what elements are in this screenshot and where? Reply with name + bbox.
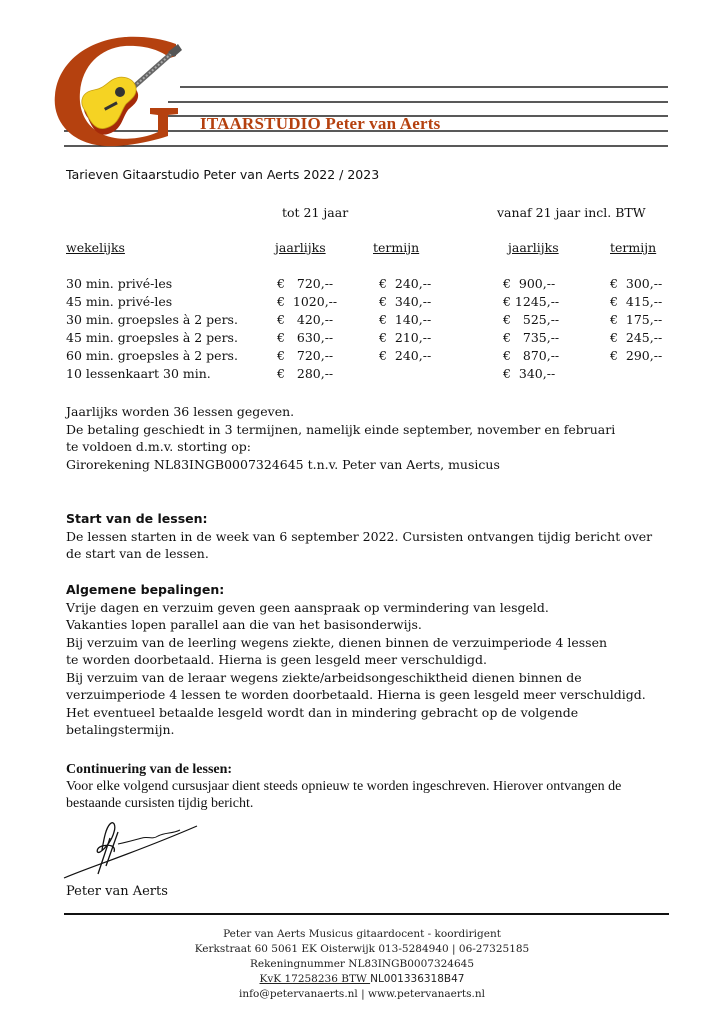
yearly-over21: € 870,-- bbox=[503, 348, 560, 363]
section-heading: Algemene bepalingen: bbox=[66, 582, 225, 597]
section-line: verzuimperiode 4 lessen te worden doorbetaald. Hierna is geen lesgeld meer verschuldigd. bbox=[66, 687, 646, 702]
section-line: de start van de lessen. bbox=[66, 546, 209, 561]
section-line: Bij verzuim van de leraar wegens ziekte/arbeidsongeschiktheid dienen binnen de bbox=[66, 669, 582, 685]
brand-name: ITAARSTUDIO Peter van Aerts bbox=[200, 114, 441, 133]
footer-kvk: KvK 17258236 BTW bbox=[259, 973, 371, 985]
payment-line: Jaarlijks worden 36 lessen gegeven. bbox=[66, 404, 295, 419]
continuation-section bbox=[66, 761, 686, 812]
footer-contact[interactable]: info@petervanaerts.nl | www.petervanaerts.nl bbox=[239, 988, 485, 1000]
table-row bbox=[66, 276, 686, 294]
payment-line: te voldoen d.m.v. storting op: bbox=[66, 439, 251, 454]
section-line: bestaande cursisten tijdig bericht. bbox=[66, 796, 254, 811]
term-over21: € 415,-- bbox=[610, 294, 663, 309]
payment-line: De betaling geschiedt in 3 termijnen, namelijk einde september, november en februari bbox=[66, 421, 616, 437]
yearly-over21: € 525,-- bbox=[503, 312, 560, 327]
payment-line: Girorekening NL83INGB0007324645 t.n.v. Peter van Aerts, musicus bbox=[66, 456, 500, 472]
section-heading: Continuering van de lessen: bbox=[66, 762, 233, 777]
section-line: Vrije dagen en verzuim geven geen aanspraak op vermindering van lesgeld. bbox=[66, 599, 549, 615]
yearly-under21: € 630,-- bbox=[277, 330, 334, 345]
term-under21: € 210,-- bbox=[379, 330, 432, 345]
term-under21: € 140,-- bbox=[379, 312, 432, 327]
section-line: De lessen starten in de week van 6 september 2022. Cursisten ontvangen tijdig bericht over bbox=[66, 528, 653, 544]
footer-address: Kerkstraat 60 5061 EK Oisterwijk 013-5284940 | 06-27325185 bbox=[194, 943, 530, 955]
section-line: betalingstermijn. bbox=[66, 722, 175, 737]
table-row bbox=[66, 330, 686, 348]
column-header-term-over21: termijn bbox=[610, 240, 657, 255]
table-row bbox=[66, 312, 686, 330]
term-over21: € 290,-- bbox=[610, 348, 663, 363]
column-header-term-under21: termijn bbox=[373, 240, 420, 255]
term-over21: € 175,-- bbox=[610, 312, 663, 327]
yearly-under21: € 720,-- bbox=[277, 276, 334, 291]
section-line: te worden doorbetaald. Hierna is geen lesgeld meer verschuldigd. bbox=[66, 652, 487, 667]
lesson-type: 10 lessenkaart 30 min. bbox=[66, 366, 211, 381]
general-section bbox=[66, 581, 686, 739]
lesson-type: 30 min. privé-les bbox=[66, 276, 173, 291]
footer-registration bbox=[0, 972, 724, 987]
lesson-type: 30 min. groepsles à 2 pers. bbox=[66, 312, 238, 327]
table-row bbox=[66, 294, 686, 312]
lesson-type: 45 min. groepsles à 2 pers. bbox=[66, 330, 238, 345]
yearly-over21: € 900,-- bbox=[503, 276, 556, 291]
section-line: Voor elke volgend cursusjaar dient steeds opnieuw te worden ingeschreven. Hierover ontvangen de bbox=[66, 779, 622, 794]
column-header-yearly-over21: jaarlijks bbox=[508, 240, 559, 255]
footer-account: Rekeningnummer NL83INGB0007324645 bbox=[249, 958, 475, 970]
table-row bbox=[66, 348, 686, 366]
term-over21: € 245,-- bbox=[610, 330, 663, 345]
yearly-under21: € 720,-- bbox=[277, 348, 334, 363]
signature-name: Peter van Aerts bbox=[66, 884, 168, 899]
section-line: Bij verzuim van de leerling wegens ziekte, dienen binnen de verzuimperiode 4 lessen bbox=[66, 634, 608, 650]
term-over21: € 300,-- bbox=[610, 276, 663, 291]
page-title: Tarieven Gitaarstudio Peter van Aerts 2022 / 2023 bbox=[66, 167, 380, 182]
column-header-yearly-under21: jaarlijks bbox=[275, 240, 326, 255]
payment-info bbox=[66, 403, 686, 473]
lesson-type: 60 min. groepsles à 2 pers. bbox=[66, 348, 238, 363]
table-row bbox=[66, 366, 686, 384]
section-heading: Start van de lessen: bbox=[66, 511, 208, 526]
start-section bbox=[66, 510, 686, 563]
term-under21: € 240,-- bbox=[379, 276, 432, 291]
yearly-over21: € 735,-- bbox=[503, 330, 560, 345]
section-line: Het eventueel betaalde lesgeld wordt dan in mindering gebracht op de volgende bbox=[66, 704, 579, 720]
yearly-under21: € 280,-- bbox=[277, 366, 334, 381]
yearly-over21: € 1245,-- bbox=[503, 294, 560, 309]
group-under-21: tot 21 jaar bbox=[282, 205, 349, 220]
yearly-under21: € 1020,-- bbox=[277, 294, 338, 309]
footer-line: Peter van Aerts Musicus gitaardocent - koordirigent bbox=[223, 928, 501, 940]
column-header-lesson: wekelijks bbox=[66, 240, 125, 255]
lesson-type: 45 min. privé-les bbox=[66, 294, 173, 309]
term-under21: € 340,-- bbox=[379, 294, 432, 309]
yearly-over21: € 340,-- bbox=[503, 366, 556, 381]
signature bbox=[62, 818, 202, 882]
group-over-21: vanaf 21 jaar incl. BTW bbox=[497, 205, 646, 220]
footer-divider bbox=[64, 913, 669, 915]
footer-vat: NL001336318B47 bbox=[370, 973, 465, 985]
logo bbox=[0, 0, 724, 160]
section-line: Vakanties lopen parallel aan die van het basisonderwijs. bbox=[66, 617, 422, 632]
yearly-under21: € 420,-- bbox=[277, 312, 334, 327]
footer bbox=[0, 927, 724, 1002]
term-under21: € 240,-- bbox=[379, 348, 432, 363]
